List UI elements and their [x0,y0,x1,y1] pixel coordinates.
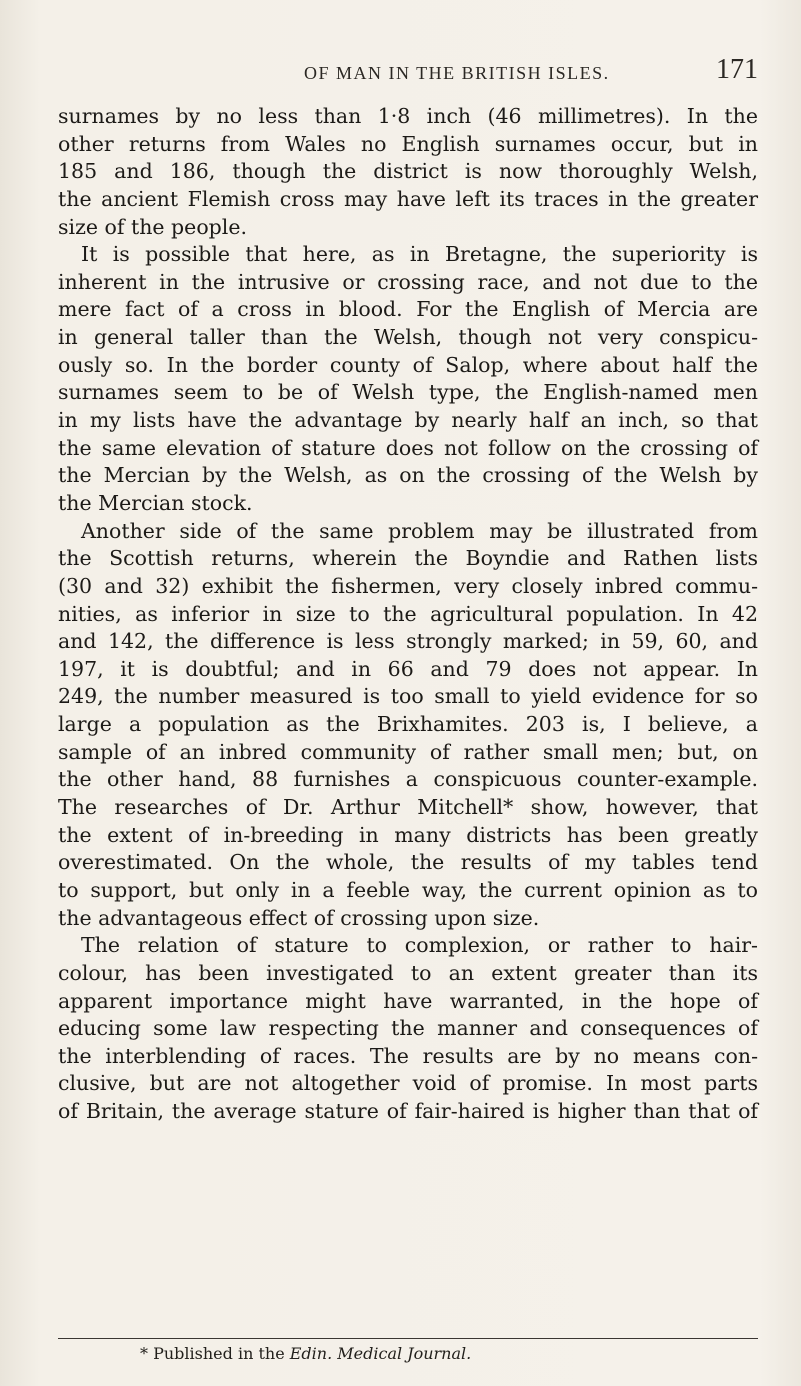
text-line: of Britain, the average stature of fair-haired is higher than that of [58,1099,758,1124]
text-line: It is possible that here, as in Bretagne, the superiority is [81,242,758,267]
footnote-journal: Edin. Medical Journal. [289,1344,472,1363]
text-line: 249, the number measured is too small to yield evidence for so [58,684,758,709]
text-line: surnames by no less than 1·8 inch (46 millimetres). In the [58,104,758,128]
text-line: large a population as the Brixhamites. 203 is, I believe, a [58,712,758,737]
text-line: clusive, but are not altogether void of promise. In most parts [58,1071,758,1096]
text-line: overestimated. On the whole, the results of my tables tend [58,850,758,875]
running-title: OF MAN IN THE BRITISH ISLES. [304,63,610,83]
text-line: in my lists have the advantage by nearly half an inch, so that [58,408,758,433]
running-head [58,54,758,94]
text-line: the extent of in-breeding in many districts has been greatly [58,822,758,847]
footnote [140,1344,471,1363]
text-line: colour, has been investigated to an extent greater than its [58,960,758,985]
text-line: educing some law respecting the manner and consequences of [58,1016,758,1041]
text-line: nities, as inferior in size to the agricultural population. In 42 [58,601,758,626]
text-line: the interblending of races. The results are by no means con- [58,1043,758,1068]
text-line: mere fact of a cross in blood. For the English of Mercia are [58,297,758,322]
text-line: the advantageous effect of crossing upon size. [58,905,540,930]
text-line: 197, it is doubtful; and in 66 and 79 does not appear. In [58,656,758,681]
text-line: sample of an inbred community of rather small men; but, on [58,739,758,764]
text-line: Another side of the same problem may be illustrated from [81,518,758,543]
text-line: the Mercian stock. [58,490,253,515]
text-line: The relation of stature to complexion, or rather to hair- [81,933,758,958]
text-line: inherent in the intrusive or crossing race, and not due to the [58,269,758,294]
text-line: other returns from Wales no English surnames occur, but in [58,131,758,156]
text-line: size of the people. [58,214,247,239]
text-line: the same elevation of stature does not follow on the crossing of [58,435,758,460]
text-line: the other hand, 88 furnishes a conspicuous counter-example. [58,767,758,792]
text-line: to support, but only in a feeble way, the current opinion as to [58,877,758,902]
text-line: (30 and 32) exhibit the fishermen, very closely inbred commu- [58,573,758,598]
footnote-rule [58,1338,758,1339]
text-line: the Mercian by the Welsh, as on the crossing of the Welsh by [58,463,758,488]
text-line: the ancient Flemish cross may have left its traces in the greater [58,186,758,211]
text-line: The researches of Dr. Arthur Mitchell* show, however, that [58,795,758,820]
footnote-text: * Published in the [140,1344,285,1363]
text-line: the Scottish returns, wherein the Boyndie and Rathen lists [58,546,758,571]
text-line: surnames seem to be of Welsh type, the English-named men [58,380,758,405]
body-text [58,103,758,1126]
text-line: and 142, the difference is less strongly marked; in 59, 60, and [58,629,758,654]
text-line: apparent importance might have warranted, in the hope of [58,988,758,1013]
page-number: 171 [716,54,758,85]
text-line: in general taller than the Welsh, though not very conspicu- [58,325,758,350]
text-line: ously so. In the border county of Salop, where about half the [58,352,758,377]
text-line: 185 and 186, though the district is now thoroughly Welsh, [58,159,758,184]
